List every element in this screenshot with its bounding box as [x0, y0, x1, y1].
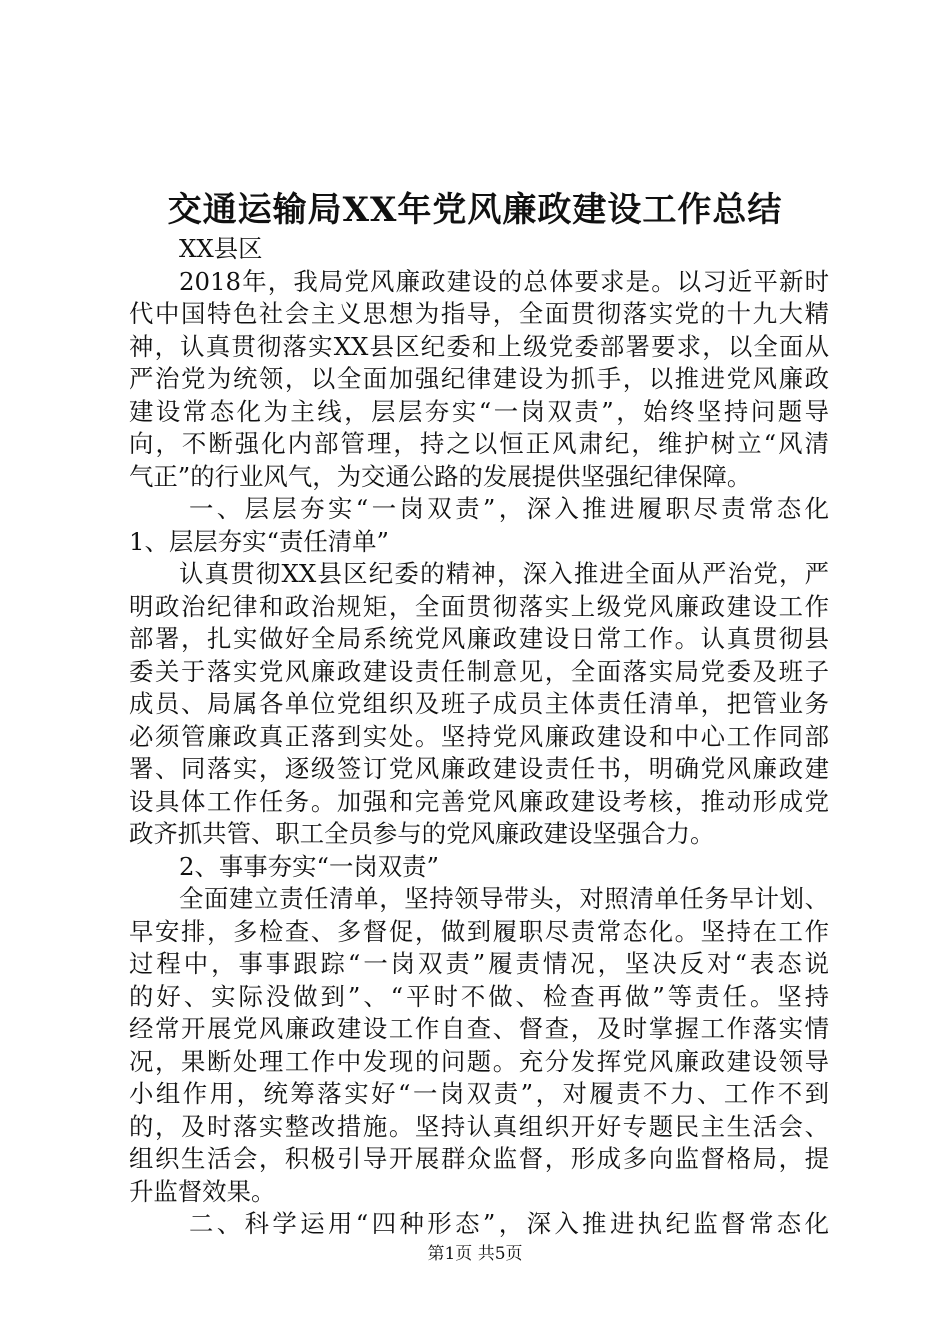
body-line: 署、同落实，逐级签订党风廉政建设责任书，明确党风廉政建	[129, 754, 829, 783]
subsection-heading: 2、事事夯实“一岗双责”	[179, 851, 439, 881]
section-heading: 一、层层夯实“一岗双责”，深入推进履职尽责常态化	[189, 494, 829, 523]
body-line: 政齐抓共管、职工全员参与的党风廉政建设坚强合力。	[129, 819, 715, 848]
body-line: 委关于落实党风廉政建设责任制意见，全面落实局党委及班子	[129, 656, 829, 686]
body-line: 况，果断处理工作中发现的问题。充分发挥党风廉政建设领导	[129, 1046, 829, 1076]
author-line: XX县区	[179, 234, 263, 263]
body-line: 神，认真贯彻落实XX县区纪委和上级党委部署要求，以全面从	[129, 331, 829, 361]
body-line: 严治党为统领，以全面加强纪律建设为抓手，以推进党风廉政	[129, 364, 829, 393]
body-line: 明政治纪律和政治规矩，全面贯彻落实上级党风廉政建设工作	[129, 591, 829, 621]
body-line: 建设常态化为主线，层层夯实“一岗双责”，始终坚持问题导	[129, 396, 829, 426]
body-line: 经常开展党风廉政建设工作自查、督查，及时掌握工作落实情	[129, 1014, 829, 1043]
body-line: 的好、实际没做到”、“平时不做、检查再做”等责任。坚持	[129, 981, 829, 1011]
body-line: 升监督效果。	[129, 1176, 276, 1206]
body-line: 的，及时落实整改措施。坚持认真组织开好专题民主生活会、	[129, 1111, 829, 1141]
body-line: 2018年，我局党风廉政建设的总体要求是。以习近平新时	[179, 266, 829, 296]
page-footer: 第1页 共5页	[427, 1244, 523, 1264]
body-line: 向，不断强化内部管理，持之以恒正风肃纪，维护树立“风清	[129, 429, 829, 458]
body-line: 小组作用，统筹落实好“一岗双责”，对履责不力、工作不到	[129, 1079, 829, 1108]
body-line: 早安排，多检查、多督促，做到履职尽责常态化。坚持在工作	[129, 916, 829, 946]
body-line: 过程中，事事跟踪“一岗双责”履责情况，坚决反对“表态说	[129, 949, 829, 978]
body-line: 代中国特色社会主义思想为指导，全面贯彻落实党的十九大精	[129, 299, 829, 328]
body-line: 部署，扎实做好全局系统党风廉政建设日常工作。认真贯彻县	[129, 624, 829, 653]
body-line: 必须管廉政真正落到实处。坚持党风廉政建设和中心工作同部	[129, 721, 829, 751]
body-line: 成员、局属各单位党组织及班子成员主体责任清单，把管业务	[129, 689, 829, 718]
body-line: 组织生活会，积极引导开展群众监督，形成多向监督格局，提	[129, 1144, 829, 1173]
body-line: 气正”的行业风气，为交通公路的发展提供坚强纪律保障。	[129, 461, 752, 491]
body-line: 认真贯彻XX县区纪委的精神，深入推进全面从严治党，严	[179, 559, 829, 588]
document-title: 交通运输局XX年党风廉政建设工作总结	[167, 190, 783, 230]
section-heading: 二、科学运用“四种形态”，深入推进执纪监督常态化	[189, 1209, 829, 1238]
document-body	[129, 233, 829, 1241]
body-line: 设具体工作任务。加强和完善党风廉政建设考核，推动形成党	[129, 786, 829, 816]
body-line: 全面建立责任清单，坚持领导带头，对照清单任务早计划、	[179, 884, 829, 913]
subsection-heading: 1、层层夯实“责任清单”	[129, 526, 389, 556]
